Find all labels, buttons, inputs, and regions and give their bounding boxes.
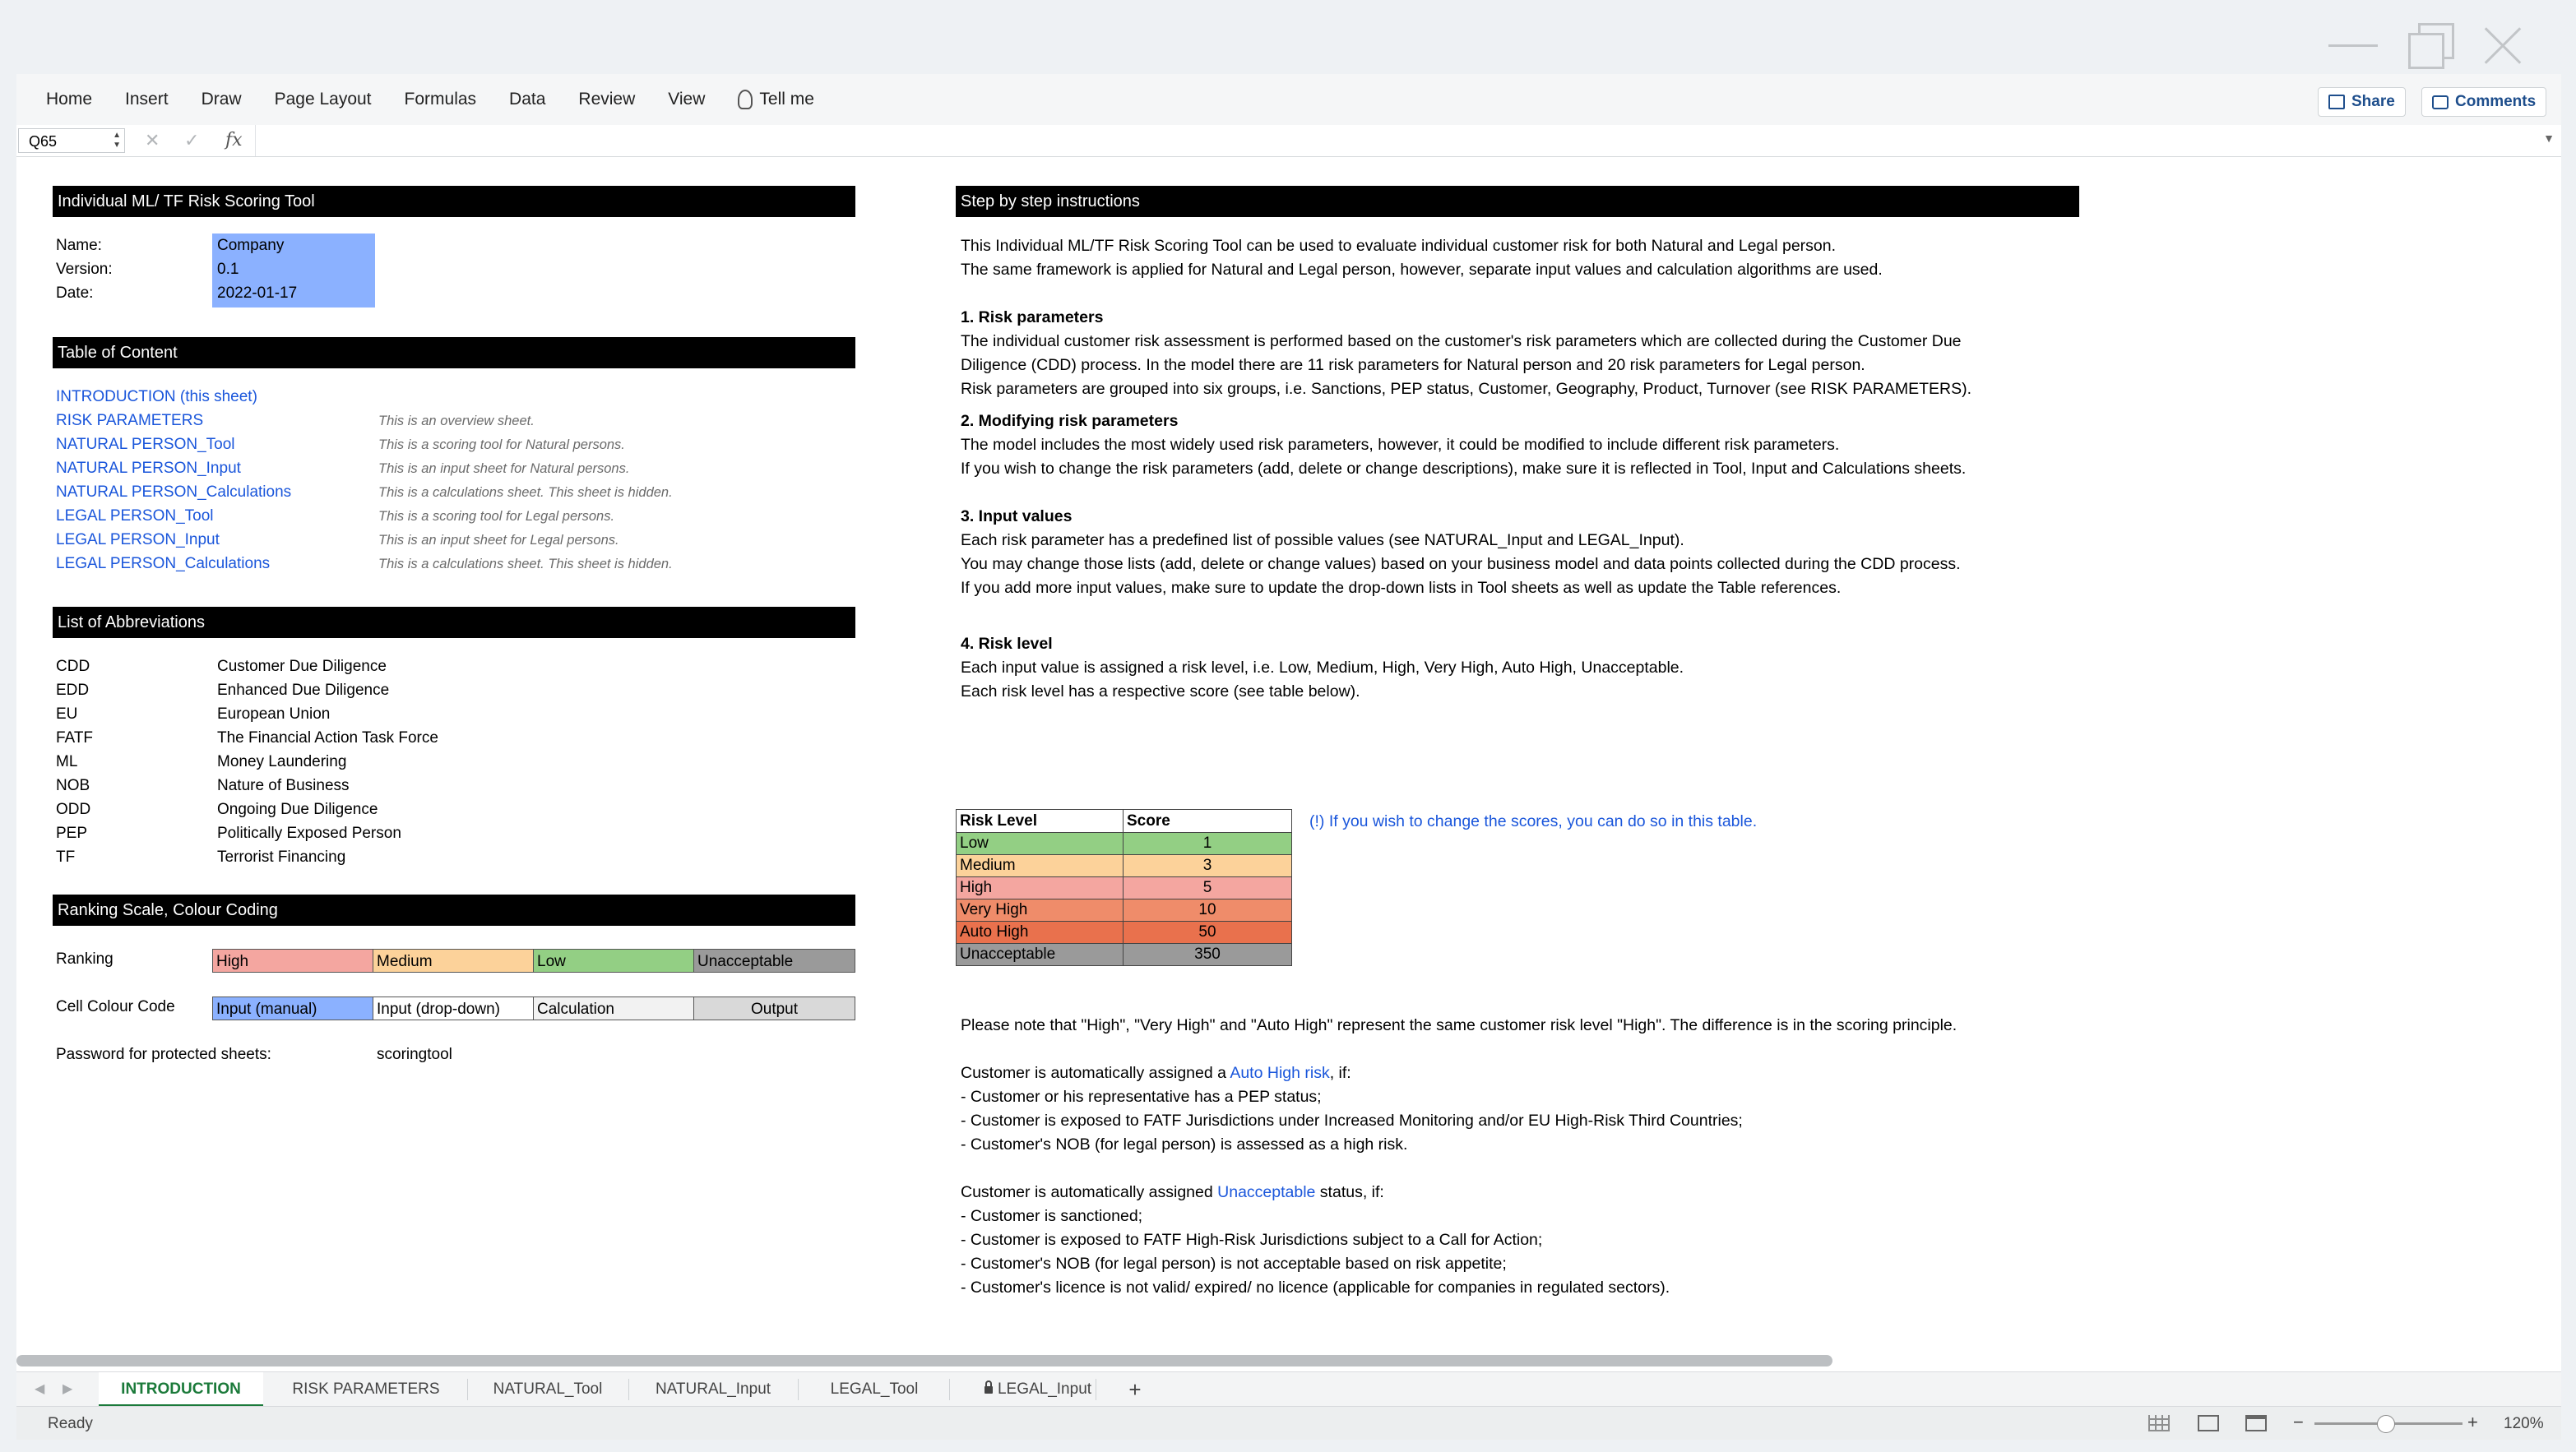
score-cell[interactable]: 5 (1124, 877, 1292, 899)
abbr-term: NOB (56, 777, 90, 794)
abbr-term: EU (56, 705, 78, 723)
comment-icon (2432, 95, 2449, 109)
abbr-meaning: European Union (217, 705, 331, 723)
password-label: Password for protected sheets: (56, 1046, 271, 1063)
ranking-medium[interactable]: Medium (373, 949, 534, 973)
toc-desc: This is a scoring tool for Natural persons. (378, 437, 625, 452)
auto-high-intro: Customer is automatically assigned a Auto High risk, if: (961, 1064, 1351, 1082)
auto-high-item: - Customer's NOB (for legal person) is assessed as a high risk. (961, 1135, 1408, 1154)
section-4-line: Each risk level has a respective score (see table below). (961, 682, 1360, 701)
cancel-icon[interactable]: ✕ (145, 130, 160, 150)
score-cell[interactable]: 50 (1124, 922, 1292, 944)
unacceptable-item: - Customer's licence is not valid/ expired/ no licence (applicable for companies in regulated sectors). (961, 1279, 1670, 1297)
table-row (957, 833, 1292, 855)
zoom-out-button[interactable]: − (2293, 1412, 2304, 1432)
close-button[interactable] (2474, 16, 2532, 74)
section-2-line: If you wish to change the risk parameters (add, delete or change descriptions), make sure it is reflected in Tool, Input and Calculations sheets. (961, 460, 1967, 478)
intro-line: The same framework is applied for Natural and Legal person, however, separate input values and calculation algorithms are used. (961, 261, 1883, 279)
ribbon (16, 74, 2561, 126)
meta-date-value[interactable]: 2022-01-17 (217, 284, 298, 302)
abbr-meaning: Money Laundering (217, 753, 347, 770)
sheet-tab-introduction[interactable]: INTRODUCTION (99, 1372, 263, 1407)
table-row (957, 855, 1292, 877)
normal-view-icon[interactable] (2148, 1415, 2170, 1431)
toc-desc: This is an overview sheet. (378, 414, 535, 428)
colour-code-label: Cell Colour Code (56, 998, 175, 1015)
status-bar (16, 1406, 2561, 1440)
abbreviations-header: List of Abbreviations (53, 607, 855, 638)
ranking-low[interactable]: Low (533, 949, 694, 973)
toc-desc: This is a scoring tool for Legal persons. (378, 509, 615, 524)
unacceptable-link[interactable]: Unacceptable (1217, 1183, 1316, 1201)
section-1-line: Risk parameters are grouped into six groups, i.e. Sanctions, PEP status, Customer, Geography, Product, Turnover (see RISK PARAMETERS). (961, 380, 1972, 398)
auto-high-item: - Customer or his representative has a PEP status; (961, 1088, 1322, 1106)
abbr-meaning: Customer Due Diligence (217, 658, 387, 675)
sheet-tab-bar (16, 1371, 2561, 1407)
toc-link-risk-parameters[interactable]: RISK PARAMETERS (56, 412, 204, 429)
tab-formulas[interactable]: Formulas (404, 90, 477, 109)
tab-page-layout[interactable]: Page Layout (274, 90, 372, 109)
toc-link-legal-tool[interactable]: LEGAL PERSON_Tool (56, 507, 214, 525)
risk-level-cell[interactable]: Very High (957, 899, 1124, 922)
risk-level-cell[interactable]: Unacceptable (957, 944, 1124, 966)
toc-desc: This is an input sheet for Legal persons. (378, 533, 619, 548)
abbr-term: FATF (56, 729, 94, 747)
sheet-tab-natural-tool[interactable]: NATURAL_Tool (493, 1380, 603, 1398)
abbr-term: ML (56, 753, 78, 770)
code-input-dropdown[interactable]: Input (drop-down) (373, 997, 534, 1020)
auto-high-item: - Customer is exposed to FATF Jurisdictions under Increased Monitoring and/or EU High-Risk Third Countries; (961, 1112, 1743, 1130)
abbr-term: CDD (56, 658, 90, 675)
share-button[interactable] (2318, 87, 2406, 117)
abbr-meaning: Politically Exposed Person (217, 825, 401, 842)
high-levels-note: Please note that "High", "Very High" and "Auto High" represent the same customer risk level "High". The difference is in the scoring principle. (961, 1016, 1957, 1034)
unacceptable-intro: Customer is automatically assigned Unacceptable status, if: (961, 1183, 1384, 1201)
horizontal-scrollbar[interactable] (16, 1355, 1832, 1366)
abbr-meaning: Ongoing Due Diligence (217, 801, 378, 818)
score-cell[interactable]: 350 (1124, 944, 1292, 966)
section-2-line: The model includes the most widely used risk parameters, however, it could be modified to include different risk parameters. (961, 436, 1840, 454)
table-row (957, 899, 1292, 922)
risk-level-cell[interactable]: Low (957, 833, 1124, 855)
zoom-in-button[interactable]: + (2467, 1412, 2478, 1432)
abbr-meaning: Enhanced Due Diligence (217, 682, 390, 699)
auto-high-link[interactable]: Auto High risk (1230, 1064, 1330, 1082)
toc-link-introduction[interactable]: INTRODUCTION (this sheet) (56, 388, 257, 405)
worksheet-grid[interactable] (16, 158, 2561, 1350)
meta-name-value[interactable]: Company (217, 237, 285, 254)
col-score: Score (1124, 810, 1292, 833)
expand-formula-icon[interactable]: ▼ (2543, 132, 2555, 145)
toc-link-natural-input[interactable]: NATURAL PERSON_Input (56, 460, 241, 477)
section-3-line: If you add more input values, make sure to update the drop-down lists in Tool sheets as well as update the Table references. (961, 579, 1842, 597)
code-output[interactable]: Output (693, 997, 855, 1020)
abbr-term: ODD (56, 801, 91, 818)
tab-data[interactable]: Data (509, 90, 546, 109)
page-break-view-icon[interactable] (2245, 1415, 2267, 1431)
table-row (957, 877, 1292, 899)
tab-view[interactable]: View (668, 90, 706, 109)
code-input-manual[interactable]: Input (manual) (212, 997, 373, 1020)
confirm-icon[interactable]: ✓ (184, 130, 200, 150)
comments-button[interactable] (2421, 87, 2546, 117)
tell-me-label: Tell me (759, 90, 814, 109)
risk-level-cell[interactable]: Auto High (957, 922, 1124, 944)
sheet-tab-risk-parameters[interactable]: RISK PARAMETERS (292, 1380, 440, 1398)
section-4-title: 4. Risk level (961, 635, 1053, 653)
toc-desc: This is a calculations sheet. This sheet is hidden. (378, 485, 673, 500)
section-3-title: 3. Input values (961, 507, 1073, 525)
scroll-tabs-right-icon[interactable]: ▶ (63, 1382, 73, 1396)
instructions-header: Step by step instructions (956, 186, 2079, 217)
formula-bar (16, 125, 2561, 157)
toc-desc: This is a calculations sheet. This sheet is hidden. (378, 557, 673, 571)
abbr-term: EDD (56, 682, 90, 699)
section-3-line: Each risk parameter has a predefined list of possible values (see NATURAL_Input and LEGAL_Input). (961, 531, 1684, 549)
section-4-line: Each input value is assigned a risk level, i.e. Low, Medium, High, Very High, Auto High, Unacceptable. (961, 659, 1684, 677)
maximize-button[interactable] (2400, 16, 2458, 74)
share-icon (2328, 95, 2345, 109)
tab-home[interactable]: Home (46, 90, 93, 109)
name-box-value: Q65 (29, 133, 58, 150)
ranking-unacceptable[interactable]: Unacceptable (693, 949, 855, 973)
abbr-meaning: Terrorist Financing (217, 849, 346, 866)
tab-draw[interactable]: Draw (201, 90, 242, 109)
score-table (956, 809, 1292, 966)
meta-name-label: Name: (56, 237, 102, 254)
col-risk-level: Risk Level (957, 810, 1124, 833)
toc-link-legal-calculations[interactable]: LEGAL PERSON_Calculations (56, 555, 271, 572)
status-ready: Ready (48, 1415, 93, 1432)
table-row (957, 922, 1292, 944)
lock-icon (985, 1386, 993, 1394)
unacceptable-item: - Customer is exposed to FATF High-Risk Jurisdictions subject to a Call for Action; (961, 1231, 1543, 1249)
password-value: scoringtool (377, 1046, 452, 1063)
table-row (957, 944, 1292, 966)
meta-version-label: Version: (56, 261, 113, 278)
score-cell[interactable]: 10 (1124, 899, 1292, 922)
ranking-label: Ranking (56, 950, 114, 968)
meta-date-label: Date: (56, 284, 94, 302)
toc-header: Table of Content (53, 337, 855, 368)
excel-window (16, 74, 2561, 1439)
tab-insert[interactable]: Insert (125, 90, 169, 109)
add-sheet-button[interactable]: + (1128, 1377, 1142, 1402)
abbr-term: PEP (56, 825, 88, 842)
page-layout-view-icon[interactable] (2198, 1415, 2219, 1431)
zoom-slider-thumb[interactable] (2377, 1415, 2395, 1433)
minimize-button[interactable] (2324, 16, 2382, 74)
abbr-meaning: Nature of Business (217, 777, 350, 794)
sheet-tab-legal-input[interactable]: LEGAL_Input (956, 1372, 1120, 1407)
name-box[interactable] (18, 128, 125, 153)
score-note: (!) If you wish to change the scores, you can do so in this table. (1309, 812, 1758, 830)
unacceptable-item: - Customer's NOB (for legal person) is not acceptable based on risk appetite; (961, 1255, 1507, 1273)
risk-level-cell[interactable]: High (957, 877, 1124, 899)
zoom-level[interactable]: 120% (2504, 1415, 2544, 1432)
meta-version-value[interactable]: 0.1 (217, 261, 239, 278)
risk-level-cell[interactable]: Medium (957, 855, 1124, 877)
sheet-tab-natural-input[interactable]: NATURAL_Input (655, 1380, 771, 1398)
score-table-header (957, 810, 1292, 833)
function-icon[interactable]: fx (225, 130, 243, 150)
score-cell[interactable]: 1 (1124, 833, 1292, 855)
ribbon-tabs (30, 74, 831, 125)
name-box-spinner-icon[interactable]: ▲ ▼ (113, 131, 121, 150)
comments-label: Comments (2455, 93, 2537, 110)
abbr-term: TF (56, 849, 76, 866)
section-3-line: You may change those lists (add, delete or change values) based on your business model and data points collected during the CDD process. (961, 555, 1961, 573)
toc-desc: This is an input sheet for Natural persons. (378, 461, 630, 476)
section-1-line: Diligence (CDD) process. In the model there are 11 risk parameters for Natural person and 20 risk parameters for Legal person. (961, 356, 1865, 374)
lightbulb-icon (738, 90, 753, 109)
unacceptable-item: - Customer is sanctioned; (961, 1207, 1143, 1225)
sheet-tab-legal-tool[interactable]: LEGAL_Tool (830, 1380, 919, 1398)
tell-me[interactable] (721, 74, 831, 125)
code-calculation[interactable]: Calculation (533, 997, 694, 1020)
toc-link-natural-calculations[interactable]: NATURAL PERSON_Calculations (56, 483, 292, 501)
toc-link-natural-tool[interactable]: NATURAL PERSON_Tool (56, 436, 235, 453)
toc-link-legal-input[interactable]: LEGAL PERSON_Input (56, 531, 220, 548)
tool-title: Individual ML/ TF Risk Scoring Tool (53, 186, 855, 217)
ranking-header: Ranking Scale, Colour Coding (53, 895, 855, 926)
share-label: Share (2351, 93, 2395, 110)
scroll-tabs-left-icon[interactable]: ◀ (35, 1382, 45, 1396)
section-2-title: 2. Modifying risk parameters (961, 412, 1179, 430)
ranking-high[interactable]: High (212, 949, 373, 973)
section-1-title: 1. Risk parameters (961, 308, 1104, 326)
abbr-meaning: The Financial Action Task Force (217, 729, 438, 747)
score-cell[interactable]: 3 (1124, 855, 1292, 877)
intro-line: This Individual ML/TF Risk Scoring Tool can be used to evaluate individual customer risk for both Natural and Legal person. (961, 237, 1837, 255)
tab-review[interactable]: Review (578, 90, 636, 109)
section-1-line: The individual customer risk assessment is performed based on the customer's risk parameters which are collected during the Customer Due (961, 332, 1962, 350)
